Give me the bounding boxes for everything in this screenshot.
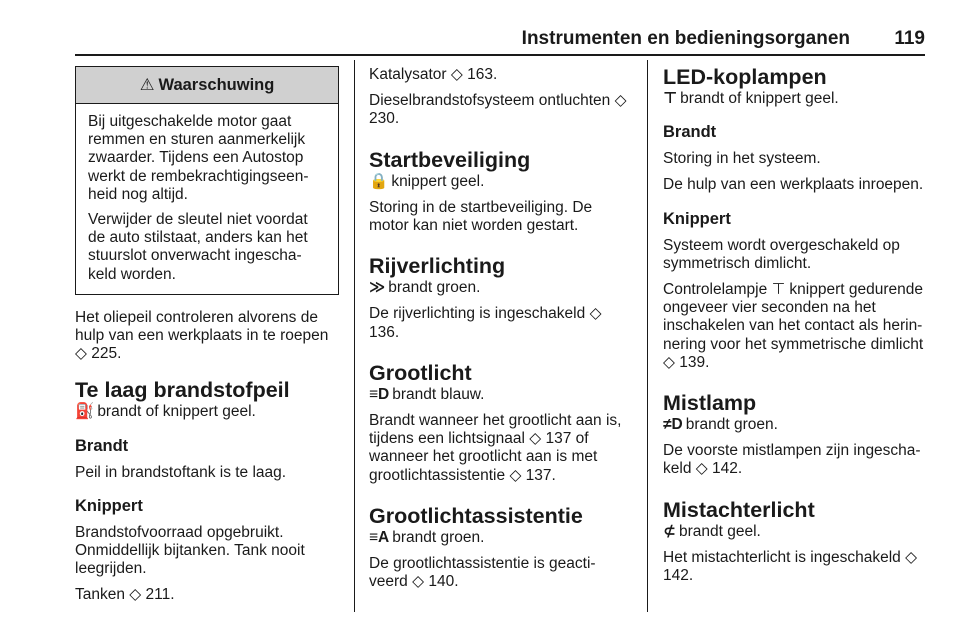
drl-status — [369, 279, 631, 297]
column-2 — [369, 60, 631, 591]
page-number: 119 — [894, 28, 925, 49]
fuel-brandt-text: Peil in brandstoftank is te laag. — [75, 463, 287, 481]
column-divider-1 — [354, 60, 355, 612]
diesel-page-ref[interactable]: 230. — [369, 110, 400, 128]
arrow-icon: ◇ — [614, 92, 627, 110]
led-knippert-p1: Systeem wordt overgeschakeld op symmetrisch dimlicht. — [663, 236, 900, 272]
led-indicator-icon: ⊤ — [771, 281, 786, 299]
highbeam-status-text: brandt blauw. — [392, 385, 485, 403]
rear-foglamp-paragraph — [663, 549, 927, 585]
highbeam-paragraph — [369, 412, 631, 485]
led-heading: LED-koplampen — [663, 65, 827, 89]
arrow-icon: ◇ — [450, 66, 463, 83]
rear-foglamp-status-text: brandt geel. — [679, 522, 761, 540]
immobilizer-icon: 🔒 — [369, 172, 389, 190]
highbeam-page-ref-2[interactable]: 137. — [525, 466, 556, 484]
highbeam-assist-text: De grootlichtassistentie is geacti-veerd — [369, 555, 596, 591]
immobilizer-status — [369, 173, 631, 191]
fuel-knippert-heading: Knippert — [75, 496, 143, 515]
led-brandt-heading: Brandt — [663, 123, 717, 142]
daytime-running-light-icon: ≫ — [369, 279, 386, 297]
drl-paragraph — [369, 305, 631, 341]
katalysator-page-ref[interactable]: 163. — [467, 66, 498, 83]
highbeam-assist-heading: Grootlichtassistentie — [369, 503, 583, 528]
katalysator-paragraph — [369, 66, 631, 84]
drl-status-text: brandt groen. — [388, 279, 481, 297]
rear-foglamp-heading: Mistachterlicht — [663, 497, 815, 522]
high-beam-assist-icon: ≡A — [369, 528, 390, 546]
highbeam-assist-paragraph — [369, 555, 631, 591]
foglamp-paragraph — [663, 442, 927, 478]
highbeam-status — [369, 386, 631, 404]
immobilizer-status-text: knippert geel. — [391, 172, 485, 190]
foglamp-status-text: brandt groen. — [685, 416, 778, 434]
oil-check-text: Het oliepeil controleren alvorens de hulp van een werkplaats in te roepen — [75, 308, 329, 345]
fuel-knippert-text: Brandstofvoorraad opgebruikt. Onmiddellijk bijtanken. Tank nooit leegrijden. — [75, 523, 305, 578]
led-brandt-p2: De hulp van een werkplaats inroepen. — [663, 176, 924, 194]
foglamp-status — [663, 416, 927, 434]
highbeam-text-b: wanneer het grootlicht aan is met grootlichtassistentie — [369, 448, 598, 484]
warning-body — [76, 104, 338, 294]
tanken-page-ref[interactable]: 211. — [145, 586, 175, 604]
highbeam-heading: Grootlicht — [369, 360, 472, 385]
drl-page-ref[interactable]: 136. — [369, 323, 400, 341]
header-rule — [75, 54, 925, 56]
led-headlight-icon: ⊤ — [663, 90, 678, 107]
arrow-icon: ◇ — [905, 548, 918, 566]
oil-check-paragraph — [75, 309, 339, 364]
arrow-icon: ◇ — [129, 586, 142, 604]
oil-check-page-ref[interactable]: 225. — [91, 345, 122, 363]
immobilizer-text: Storing in de startbeveiliging. De motor kan niet worden gestart. — [369, 198, 593, 235]
arrow-icon: ◇ — [412, 573, 425, 591]
arrow-icon: ◇ — [589, 305, 602, 323]
arrow-icon: ◇ — [75, 345, 87, 363]
front-fog-lamp-icon: ≠D — [663, 416, 683, 434]
arrow-icon: ◇ — [663, 353, 675, 371]
arrow-icon: ◇ — [695, 460, 708, 478]
warning-box — [75, 66, 339, 295]
column-3 — [663, 60, 927, 585]
highbeam-assist-status-text: brandt groen. — [392, 528, 485, 546]
high-beam-icon: ≡D — [369, 385, 390, 403]
tanken-paragraph — [75, 586, 339, 604]
fuel-pump-icon: ⛽ — [75, 403, 95, 421]
foglamp-text: De voorste mistlampen zijn ingescha-keld — [663, 442, 921, 478]
drl-heading: Rijverlichting — [369, 254, 506, 279]
led-status-text: brandt of knippert geel. — [680, 90, 839, 107]
fuel-status — [75, 403, 339, 421]
foglamp-page-ref[interactable]: 142. — [711, 460, 743, 478]
fuel-status-text: brandt of knippert geel. — [97, 403, 256, 421]
led-status — [663, 90, 927, 108]
warning-title: Waarschuwing — [158, 75, 275, 94]
foglamp-heading: Mistlamp — [663, 391, 757, 416]
arrow-icon: ◇ — [509, 466, 522, 484]
diesel-paragraph — [369, 92, 631, 128]
column-divider-2 — [647, 60, 648, 612]
led-knippert-paragraph — [663, 281, 927, 372]
immobilizer-heading: Startbeveiliging — [369, 147, 531, 172]
highbeam-text-a: Brandt wanneer het grootlicht aan is, tijdens een lichtsignaal — [369, 412, 622, 448]
led-knippert-page-ref[interactable]: 139. — [679, 353, 710, 371]
led-brandt-p1: Storing in het systeem. — [663, 150, 821, 168]
led-knippert-text-b: knippert gedurende ongeveer vier seconden na het inschakelen van het contact als herin-nering voor het symmetrische dimlicht — [663, 281, 924, 353]
led-knippert-heading: Knippert — [663, 209, 731, 228]
warning-paragraph-1: Bij uitgeschakelde motor gaat remmen en sturen aanmerkelijk zwaarder. Tijdens een Autostop werkt de rembekrachtigingseen-heid nog altijd. — [88, 113, 309, 203]
tanken-text: Tanken — [75, 586, 125, 604]
drl-text: De rijverlichting is ingeschakeld — [369, 305, 586, 323]
katalysator-text: Katalysator — [369, 66, 447, 83]
fuel-brandt-heading: Brandt — [75, 436, 129, 455]
page-header-title: Instrumenten en bedieningsorganen — [521, 28, 850, 49]
led-knippert-text-a: Controlelampje — [663, 281, 768, 299]
rear-foglamp-status — [663, 523, 927, 541]
rear-foglamp-text: Het mistachterlicht is ingeschakeld — [663, 548, 901, 566]
rear-foglamp-page-ref[interactable]: 142. — [663, 567, 694, 585]
column-1 — [75, 60, 339, 605]
highbeam-page-ref-1[interactable]: 137 of — [545, 430, 589, 448]
warning-triangle-icon: ⚠ — [139, 76, 155, 94]
arrow-icon: ◇ — [529, 430, 542, 448]
fuel-heading: Te laag brandstofpeil — [75, 378, 290, 403]
warning-paragraph-2: Verwijder de sleutel niet voordat de auto stilstaat, anders kan het stuurslot onverwacht ingescha-keld worden. — [88, 211, 308, 283]
highbeam-assist-page-ref[interactable]: 140. — [428, 573, 459, 591]
diesel-text: Dieselbrandstofsysteem ontluchten — [369, 92, 611, 110]
rear-fog-lamp-icon: ⊄ — [663, 522, 676, 540]
highbeam-assist-status — [369, 529, 631, 547]
warning-header — [76, 67, 338, 104]
